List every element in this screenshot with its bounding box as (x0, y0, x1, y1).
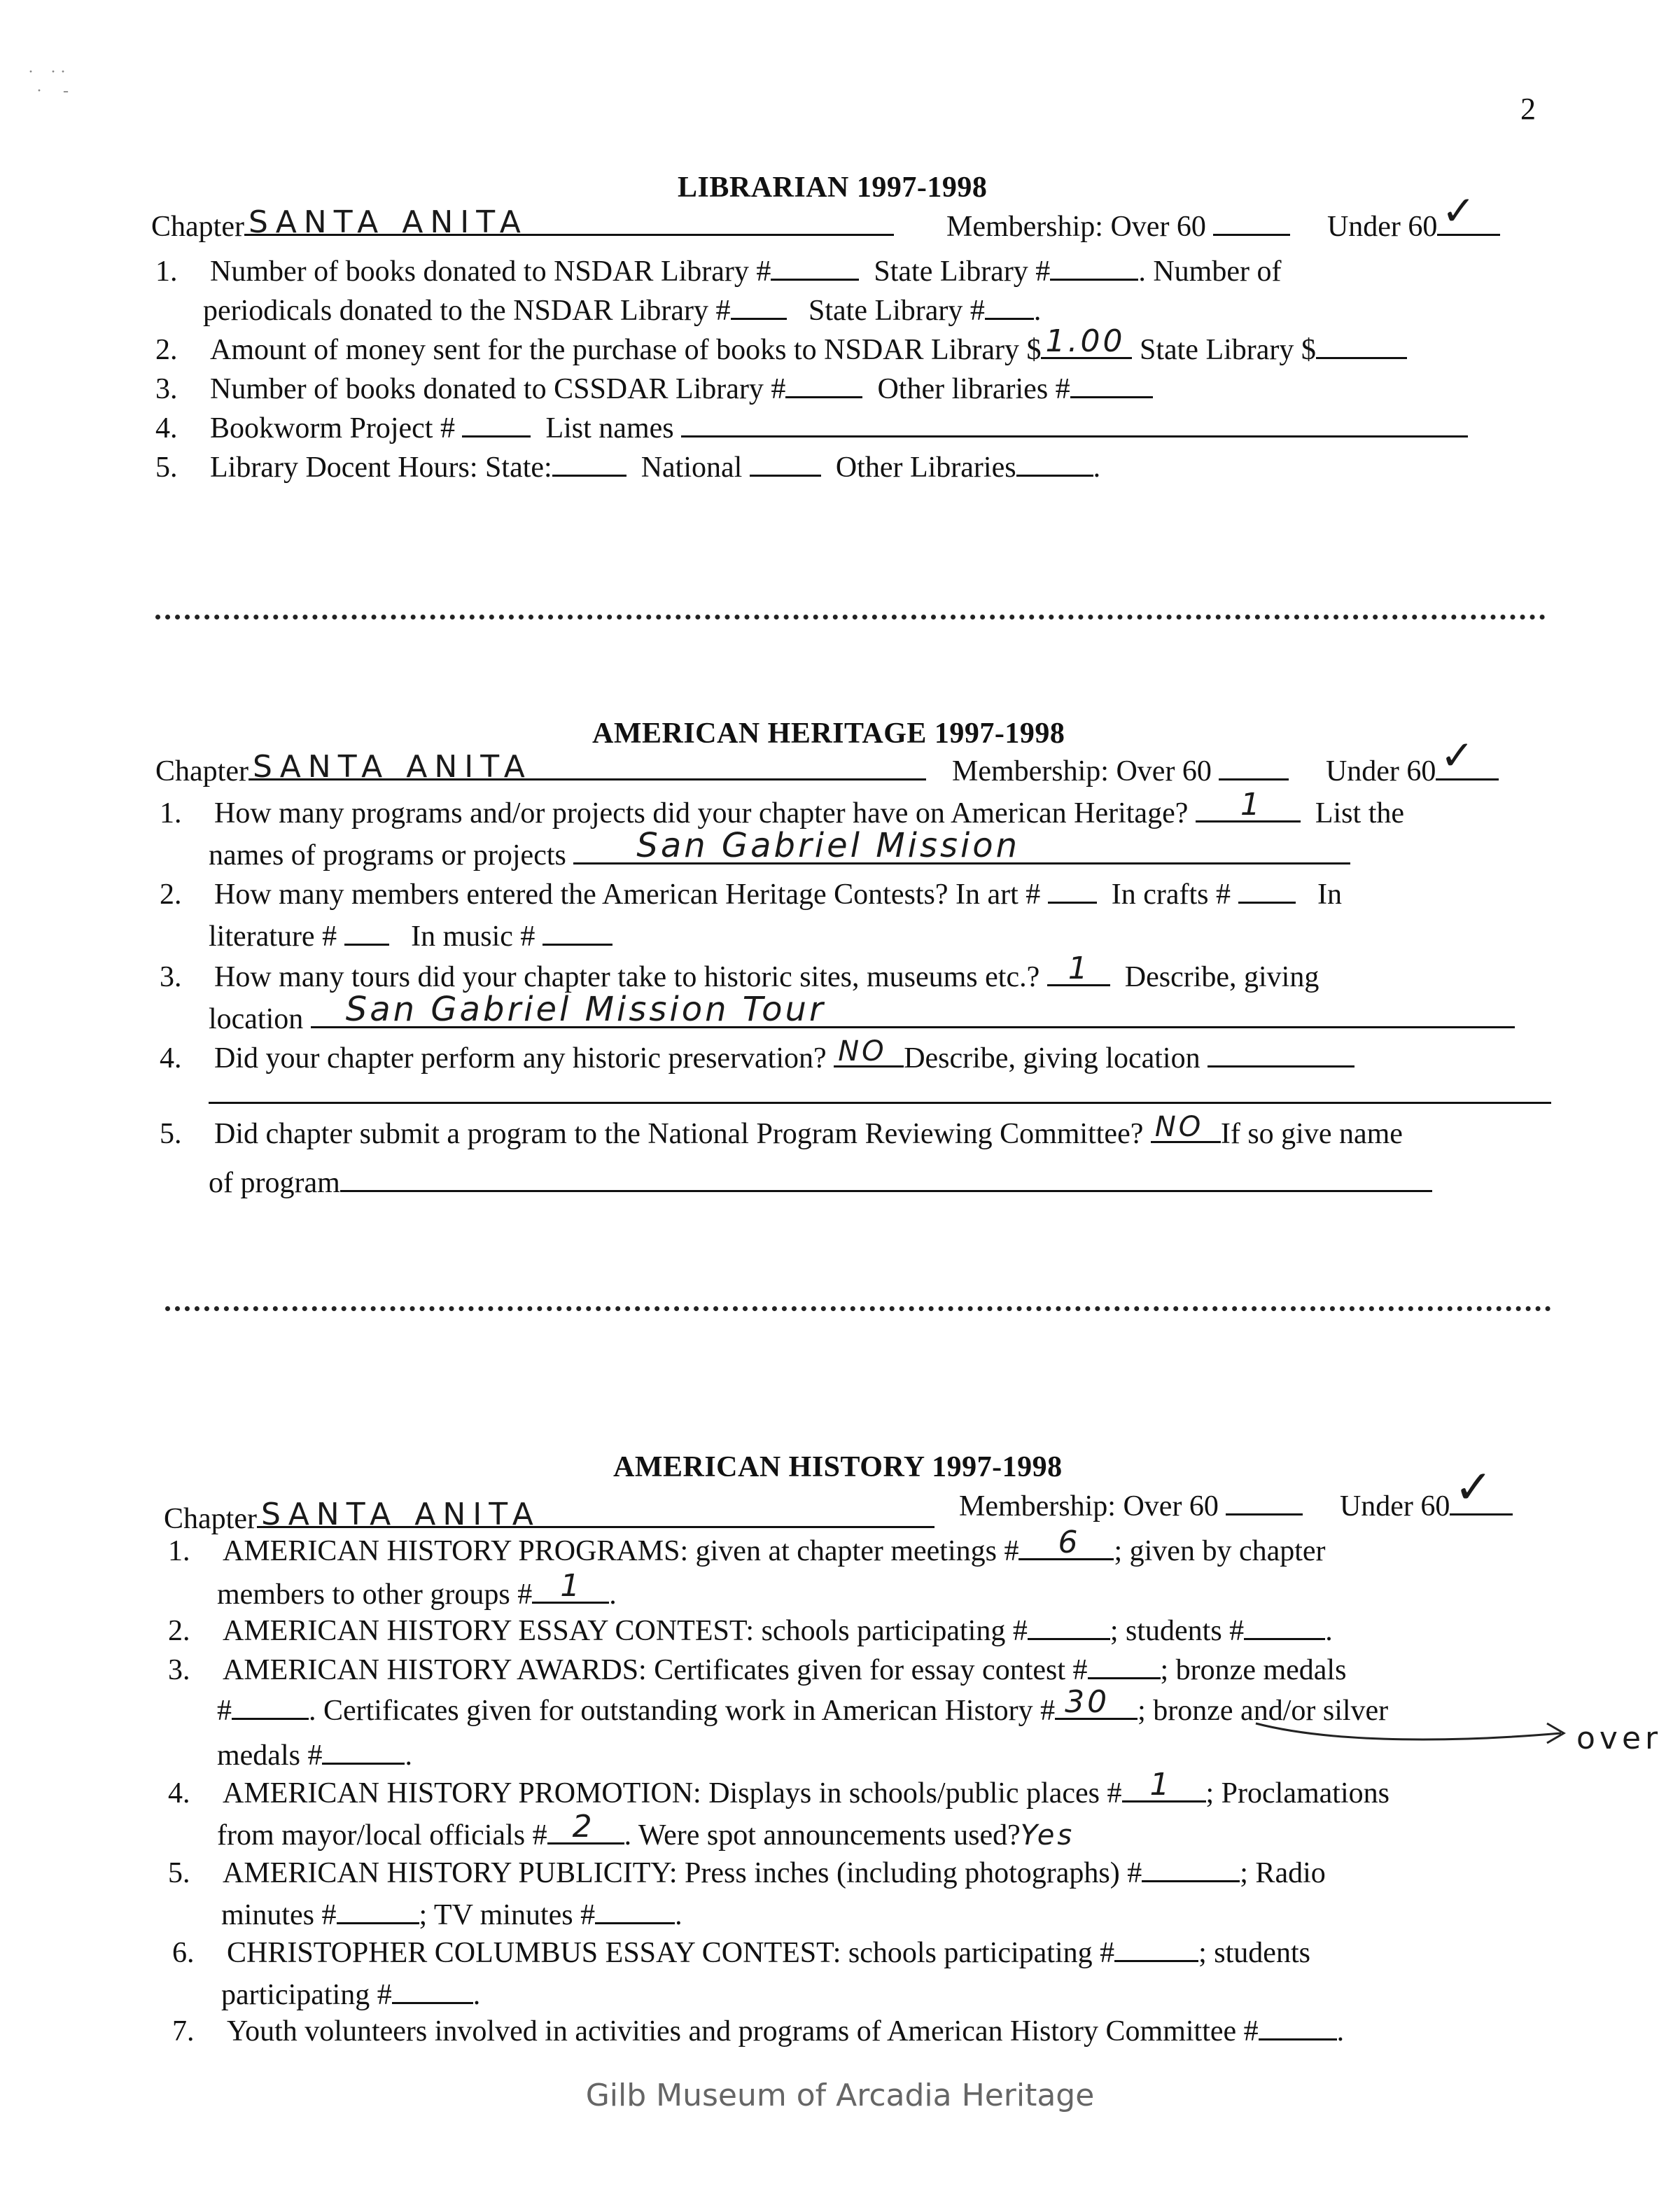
chapter-handwritten: SANTA ANITA (252, 749, 532, 785)
history-item-3-cont2 (217, 1739, 412, 1770)
heritage-item-2 (160, 878, 1342, 909)
librarian-title: LIBRARIAN 1997-1998 (678, 172, 988, 204)
over-note: over (1576, 1721, 1662, 1756)
item-text: . (1033, 295, 1042, 327)
history-item-1-cont (217, 1568, 617, 1611)
item-text: Number of books donated to CSSDAR Library # (210, 373, 786, 405)
item-text: . (675, 1899, 682, 1931)
section-divider (155, 615, 1546, 620)
item-text: List the (1315, 797, 1405, 830)
displays-field[interactable] (1122, 1767, 1206, 1802)
proclamations-field[interactable] (547, 1809, 624, 1844)
item-text: . Certificates given for outstanding work in American History # (309, 1695, 1056, 1727)
item-text: Did your chapter perform any historic preservation? (214, 1042, 827, 1074)
radio-minutes-field[interactable] (337, 1898, 419, 1924)
preservation-location-line[interactable] (209, 1102, 1551, 1104)
bookworm-count-field[interactable] (462, 412, 531, 438)
bookworm-names-field[interactable] (681, 412, 1468, 438)
item-text: . (609, 1578, 617, 1611)
item-number: 2. (168, 1615, 190, 1647)
item-text: Bookworm Project # (210, 412, 455, 444)
membership-over-label: Membership: Over 60 (952, 755, 1212, 788)
item-text: . (405, 1740, 412, 1772)
programs-meetings-value: 6 (1058, 1525, 1081, 1560)
history-item-1 (168, 1525, 1326, 1567)
item-number: 5. (160, 1118, 182, 1150)
item-text: Amount of money sent for the purchase of books to NSDAR Library $ (210, 334, 1042, 366)
heritage-item-3-cont (209, 990, 1515, 1035)
page-number: 2 (1520, 92, 1536, 126)
nsdar-books-field[interactable] (771, 255, 859, 281)
librarian-chapter-row (151, 204, 894, 243)
item-text: ; students # (1110, 1615, 1245, 1647)
chapter-field[interactable] (244, 204, 894, 240)
heritage-item-3 (160, 951, 1320, 993)
spot-announcements-value: Yes (1020, 1819, 1075, 1851)
item-number: 5. (155, 451, 178, 484)
docent-state-field[interactable] (552, 451, 626, 477)
chapter-handwritten: SANTA ANITA (248, 204, 528, 240)
chapter-field[interactable] (248, 749, 926, 785)
item-text: Youth volunteers involved in activities and programs of American History Committee # (227, 2015, 1259, 2047)
item-text: If so give name (1220, 1118, 1403, 1150)
item-text: Describe, giving location (904, 1042, 1200, 1074)
nsdar-money-field[interactable] (1041, 323, 1132, 359)
item-text: AMERICAN HISTORY ESSAY CONTEST: schools participating # (223, 1615, 1028, 1647)
under-check-icon: ✓ (1440, 732, 1478, 779)
state-money-field[interactable] (1316, 333, 1407, 359)
item-text: In (1317, 878, 1343, 911)
heritage-item-5-cont (209, 1166, 1432, 1198)
item-text: State Library $ (1139, 334, 1316, 366)
history-item-2 (168, 1614, 1333, 1646)
item-number: 2. (155, 334, 178, 366)
item-text: minutes # (221, 1899, 337, 1931)
scan-specks: · · · · - (28, 63, 69, 100)
programs-meetings-field[interactable] (1018, 1525, 1114, 1560)
chapter-label: Chapter (164, 1503, 257, 1535)
history-item-3 (168, 1653, 1346, 1685)
membership-under-label: Under 60 (1326, 211, 1438, 243)
item-text: How many programs and/or projects did your chapter have on American Heritage? (214, 797, 1189, 830)
membership-under-field[interactable] (1437, 187, 1500, 236)
item-number: 1. (155, 255, 178, 288)
librarian-membership-row (946, 187, 1500, 243)
item-text: How many members entered the American Heritage Contests? In art # (214, 878, 1041, 911)
history-item-6-cont (221, 1978, 480, 2010)
item-text: literature # (209, 920, 337, 953)
history-item-4 (168, 1767, 1390, 1809)
item-text: medals # (217, 1740, 323, 1772)
item-text: Number of books donated to NSDAR Library # (210, 255, 771, 288)
item-text: participating # (221, 1979, 392, 2011)
preservation-location-field[interactable] (1208, 1042, 1354, 1068)
librarian-item-5 (155, 451, 1100, 482)
item-text: . Number of (1138, 255, 1282, 288)
librarian-item-2 (155, 323, 1407, 366)
other-libraries-field[interactable] (1070, 372, 1153, 398)
programs-groups-value: 1 (560, 1568, 583, 1604)
item-text: AMERICAN HISTORY PROGRAMS: given at chapter meetings # (223, 1535, 1019, 1567)
contest-art-field[interactable] (1048, 878, 1097, 904)
item-text: Did chapter submit a program to the National Program Reviewing Committee? (214, 1118, 1144, 1150)
history-item-3-cont (217, 1684, 1389, 1727)
item-text: National (640, 451, 743, 484)
history-title: AMERICAN HISTORY 1997-1998 (613, 1451, 1063, 1483)
contest-crafts-field[interactable] (1238, 878, 1296, 904)
preservation-field[interactable] (834, 1035, 904, 1068)
state-periodicals-field[interactable] (985, 294, 1034, 320)
columbus-schools-field[interactable] (1114, 1936, 1198, 1962)
item-text: . (1093, 451, 1101, 484)
item-text: members to other groups # (217, 1578, 533, 1611)
nsdar-money-value: 1.00 (1045, 323, 1126, 359)
cssdar-books-field[interactable] (785, 372, 862, 398)
item-text: # (217, 1695, 232, 1727)
item-text: location (209, 1003, 304, 1035)
item-text: . (1336, 2015, 1345, 2047)
history-chapter-row (164, 1497, 934, 1535)
arrow-annotation (1253, 1716, 1575, 1758)
preservation-value: NO (838, 1035, 887, 1068)
membership-under-label: Under 60 (1339, 1490, 1450, 1522)
item-text: Other Libraries (835, 451, 1016, 484)
item-text: . (472, 1979, 481, 2011)
history-item-7 (172, 2015, 1344, 2046)
librarian-item-4 (155, 412, 1468, 443)
under-check-icon: ✓ (1441, 187, 1479, 234)
item-text: ; TV minutes # (419, 1899, 596, 1931)
item-text: . Were spot announcements used? (624, 1819, 1021, 1851)
membership-over-label: Membership: Over 60 (959, 1490, 1219, 1522)
outstanding-certificates-value: 30 (1065, 1684, 1110, 1720)
displays-value: 1 (1149, 1767, 1172, 1802)
chapter-label: Chapter (155, 755, 248, 788)
item-number: 1. (168, 1535, 190, 1567)
proclamations-value: 2 (572, 1809, 595, 1844)
submitted-program-value: NO (1154, 1111, 1204, 1143)
heritage-item-1 (160, 787, 1405, 830)
item-text: In crafts # (1111, 878, 1231, 911)
chapter-label: Chapter (151, 211, 244, 243)
item-text: from mayor/local officials # (217, 1819, 547, 1851)
librarian-item-3 (155, 372, 1153, 404)
footer-watermark: Gilb Museum of Arcadia Heritage (585, 2078, 1095, 2113)
item-number: 4. (168, 1777, 190, 1809)
essay-schools-field[interactable] (1028, 1614, 1110, 1640)
programs-names-value: San Gabriel Mission (636, 826, 1021, 865)
contest-literature-field[interactable] (344, 920, 389, 946)
item-number: 7. (172, 2015, 195, 2047)
item-text: Other libraries # (877, 373, 1070, 405)
item-number: 5. (168, 1857, 190, 1889)
item-text: In music # (411, 920, 536, 953)
chapter-handwritten: SANTA ANITA (260, 1497, 540, 1532)
nsdar-periodicals-field[interactable] (731, 294, 787, 320)
item-text: How many tours did your chapter take to historic sites, museums etc.? (214, 961, 1040, 993)
item-text: ; bronze medals (1160, 1654, 1347, 1686)
history-item-5 (168, 1856, 1326, 1888)
tours-count-field[interactable] (1047, 951, 1110, 986)
chapter-field[interactable] (257, 1497, 934, 1532)
contest-music-field[interactable] (542, 920, 612, 946)
membership-over-field[interactable] (1226, 1490, 1303, 1516)
heritage-item-4 (160, 1035, 1354, 1074)
docent-other-field[interactable] (1016, 451, 1093, 477)
submitted-program-field[interactable] (1151, 1111, 1221, 1143)
item-text: State Library # (874, 255, 1051, 288)
programs-count-value: 1 (1240, 787, 1263, 822)
item-text: ; Proclamations (1205, 1777, 1390, 1809)
youth-volunteers-field[interactable] (1259, 2015, 1337, 2040)
item-text: names of programs or projects (209, 839, 566, 872)
history-item-4-cont (217, 1809, 1075, 1851)
item-number: 2. (160, 878, 182, 911)
item-text: . (1325, 1615, 1333, 1647)
columbus-students-field[interactable] (392, 1978, 473, 2004)
heritage-title: AMERICAN HERITAGE 1997-1998 (592, 718, 1065, 750)
heritage-item-2-cont (209, 920, 612, 951)
item-text: AMERICAN HISTORY PUBLICITY: Press inches (including photographs) # (223, 1857, 1142, 1889)
item-number: 3. (168, 1654, 190, 1686)
history-membership-row (959, 1460, 1513, 1522)
state-books-field[interactable] (1050, 255, 1138, 281)
tours-location-field[interactable] (311, 990, 1515, 1029)
outstanding-certificates-field[interactable] (1055, 1684, 1138, 1720)
item-number: 3. (155, 373, 178, 405)
item-text: ; given by chapter (1114, 1535, 1326, 1567)
item-text: AMERICAN HISTORY AWARDS: Certificates given for essay contest # (223, 1654, 1088, 1686)
item-number: 4. (155, 412, 178, 444)
item-text: State Library # (808, 295, 985, 327)
item-text: ; bronze and/or silver (1138, 1695, 1389, 1727)
item-text: periodicals donated to the NSDAR Library # (203, 295, 731, 327)
item-number: 6. (172, 1937, 195, 1969)
item-text: Library Docent Hours: State: (210, 451, 552, 484)
item-text: List names (545, 412, 674, 444)
history-item-5-cont (221, 1898, 682, 1930)
program-name-field[interactable] (340, 1166, 1432, 1192)
membership-under-field[interactable] (1436, 732, 1499, 780)
item-number: 1. (160, 797, 182, 830)
membership-over-field[interactable] (1213, 210, 1290, 236)
item-text: Describe, giving (1124, 961, 1320, 993)
history-item-6 (172, 1936, 1310, 1968)
item-text: CHRISTOPHER COLUMBUS ESSAY CONTEST: schools participating # (227, 1937, 1115, 1969)
item-number: 3. (160, 961, 182, 993)
medals-field[interactable] (322, 1739, 405, 1765)
tours-count-value: 1 (1068, 951, 1091, 986)
membership-over-label: Membership: Over 60 (946, 211, 1206, 243)
essay-certificates-field[interactable] (1088, 1653, 1161, 1679)
heritage-chapter-row (155, 749, 926, 788)
bronze-medals-field[interactable] (232, 1694, 309, 1720)
item-text: AMERICAN HISTORY PROMOTION: Displays in schools/public places # (223, 1777, 1122, 1809)
tv-minutes-field[interactable] (595, 1898, 675, 1924)
essay-students-field[interactable] (1244, 1614, 1325, 1640)
press-inches-field[interactable] (1142, 1856, 1240, 1882)
membership-under-label: Under 60 (1325, 755, 1436, 788)
heritage-item-5 (160, 1111, 1403, 1150)
docent-national-field[interactable] (750, 451, 821, 477)
item-text: of program (209, 1167, 340, 1199)
section-divider (165, 1306, 1551, 1311)
membership-over-field[interactable] (1219, 755, 1289, 780)
programs-groups-field[interactable] (532, 1568, 609, 1604)
item-number: 4. (160, 1042, 182, 1074)
item-text: ; Radio (1240, 1857, 1326, 1889)
heritage-membership-row (952, 732, 1499, 788)
item-text: ; students (1198, 1937, 1310, 1969)
under-check-icon: ✓ (1454, 1460, 1496, 1514)
membership-under-field[interactable] (1450, 1460, 1513, 1516)
librarian-item-1-cont (203, 294, 1041, 326)
programs-names-field[interactable] (573, 826, 1350, 865)
librarian-item-1 (155, 255, 1281, 286)
tours-location-value: San Gabriel Mission Tour (345, 990, 826, 1029)
programs-count-field[interactable] (1196, 787, 1301, 822)
heritage-item-1-cont (209, 826, 1350, 872)
